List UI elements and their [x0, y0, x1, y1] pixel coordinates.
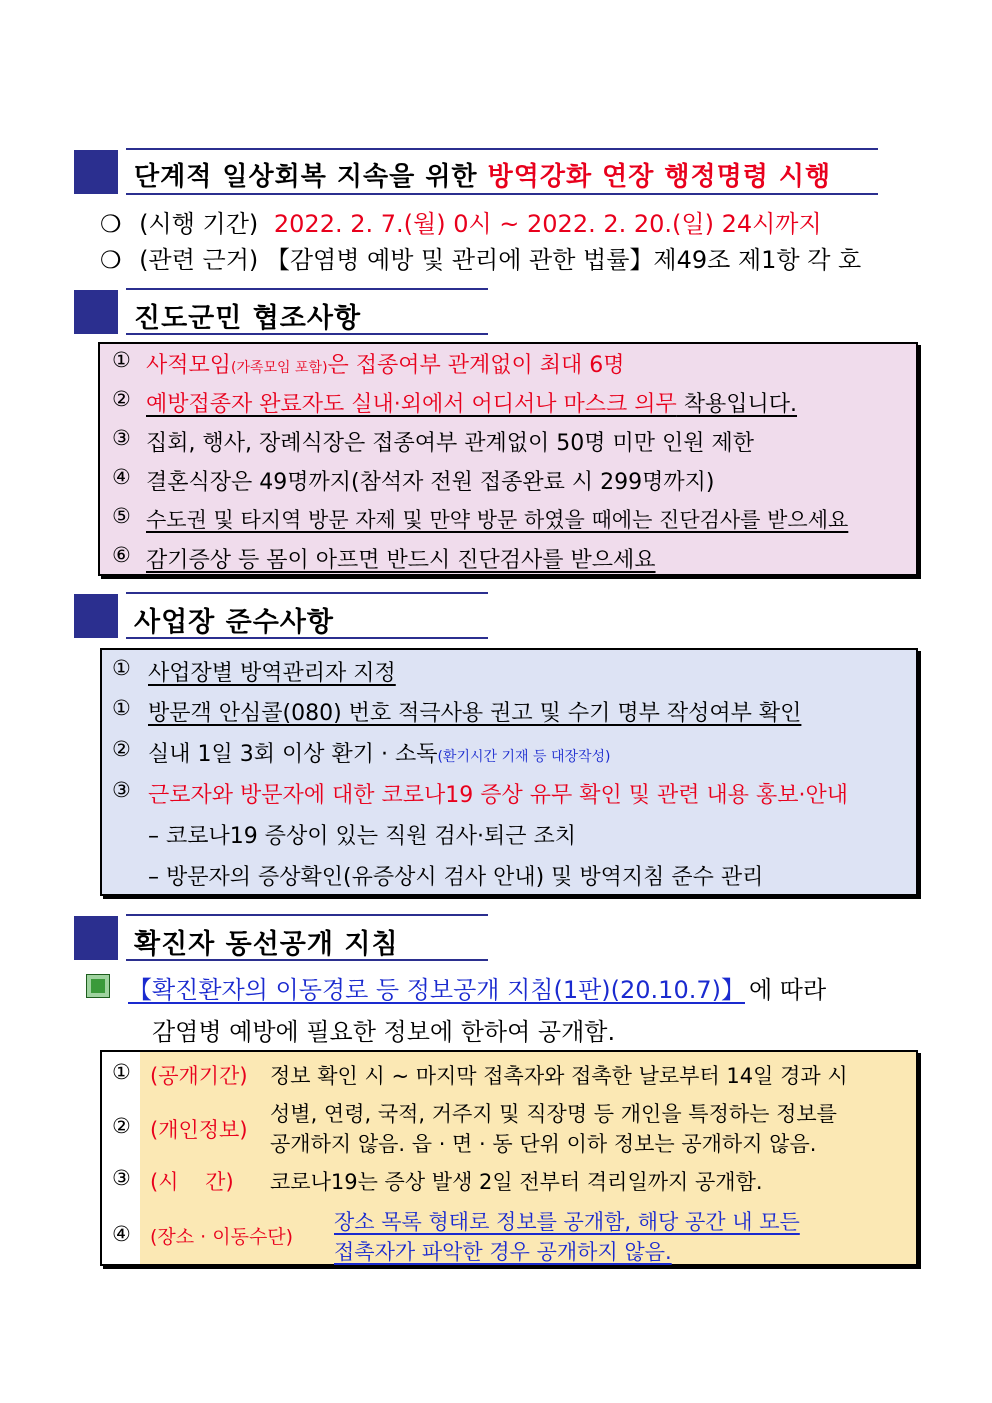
item-number: ② — [112, 387, 131, 411]
section-underline — [126, 193, 878, 195]
item-number: ③ — [112, 1166, 131, 1190]
section-underline — [126, 288, 488, 290]
item-number: ③ — [112, 426, 131, 450]
item-text-small: (환기시간 기재 등 대장작성) — [437, 749, 611, 765]
item-number: ④ — [112, 465, 131, 489]
basis-line — [100, 240, 861, 275]
item-text-part: 착용입니다. — [676, 392, 798, 417]
period-line — [100, 204, 822, 239]
section-marker-icon — [74, 594, 118, 638]
item-text: 공개하지 않음. 읍 · 면 · 동 단위 이하 정보는 공개하지 않음. — [270, 1132, 817, 1156]
section1-title-red: 방역강화 연장 행정명령 시행 — [487, 162, 832, 192]
item-text-part: 은 접종여부 관계없이 최대 6명 — [327, 353, 625, 378]
section4-title: 확진자 동선공개 지침 — [134, 929, 399, 960]
section2-title: 진도군민 협조사항 — [134, 303, 362, 334]
item-text — [146, 387, 797, 418]
section1-title-black: 단계적 일상회복 지속을 위한 — [134, 162, 488, 192]
item-text: 수도권 및 타지역 방문 자제 및 만약 방문 하였을 때에는 진단검사를 받으세요 — [146, 508, 849, 532]
period-label: (시행 기간) — [139, 210, 259, 238]
guideline-intro-line2: 감염병 예방에 필요한 정보에 한하여 공개함. — [152, 1018, 616, 1046]
section-underline — [126, 148, 878, 150]
item-text-part: 예방접종자 완료자도 실내·외에서 어디서나 마스크 의무 — [146, 392, 677, 417]
item-number: ② — [112, 737, 131, 761]
item-number: ① — [112, 1060, 131, 1084]
item-label: (개인정보) — [150, 1118, 248, 1142]
period-value: 2022. 2. 7.(월) 0시 ~ 2022. 2. 20.(일) 24시까지 — [273, 210, 822, 238]
item-text: 정보 확인 시 ~ 마지막 접촉자와 접촉한 날로부터 14일 경과 시 — [270, 1064, 848, 1088]
section-underline — [126, 914, 488, 916]
section-marker-icon — [74, 150, 118, 194]
item-number: ⑤ — [112, 504, 131, 528]
item-text-part: 사적모임 — [146, 353, 232, 378]
section1-title — [134, 156, 831, 193]
item-text: 접촉자가 파악한 경우 공개하지 않음. — [334, 1240, 672, 1264]
item-text: 방문객 안심콜(080) 번호 적극사용 권고 및 수기 명부 작성여부 확인 — [148, 701, 802, 726]
item-number: ① — [112, 348, 131, 372]
guideline-intro — [128, 970, 826, 1005]
item-text: 집회, 행사, 장례식장은 접종여부 관계없이 50명 미만 인원 제한 — [146, 431, 754, 456]
item-number: ① — [112, 656, 131, 680]
section-underline — [126, 592, 488, 594]
citizen-box — [98, 342, 918, 576]
item-number: ② — [112, 1114, 131, 1138]
guideline-tail: 에 따라 — [748, 976, 827, 1004]
item-text: 근로자와 방문자에 대한 코로나19 증상 유무 확인 및 관련 내용 홍보·안내 — [148, 783, 848, 808]
item-text: 감기증상 등 몸이 아프면 반드시 진단검사를 받으세요 — [146, 548, 656, 573]
item-text: 코로나19는 증상 발생 2일 전부터 격리일까지 공개함. — [270, 1170, 763, 1194]
section3-title: 사업장 준수사항 — [134, 607, 334, 638]
item-label: (시 간) — [150, 1170, 234, 1194]
item-number: ③ — [112, 778, 131, 802]
item-number: ④ — [112, 1222, 131, 1246]
item-label: (공개기간) — [150, 1064, 248, 1088]
business-box — [100, 648, 918, 896]
item-text: 장소 목록 형태로 정보를 공개함, 해당 공간 내 모든 — [334, 1210, 800, 1234]
item-text: 결혼식장은 49명까지(참석자 전원 접종완료 시 299명까지) — [146, 470, 715, 495]
item-text: 성별, 연령, 국적, 거주지 및 직장명 등 개인을 특정하는 정보를 — [270, 1102, 837, 1126]
item-label: (장소 · 이동수단) — [150, 1226, 294, 1248]
item-text: 사업장별 방역관리자 지정 — [148, 661, 396, 686]
basis-text: (관련 근거) 【감염병 예방 및 관리에 관한 법률】제49조 제1항 각 호 — [139, 246, 862, 274]
section-marker-icon — [74, 290, 118, 334]
green-square-bullet-icon — [86, 974, 110, 998]
disclosure-box — [100, 1050, 918, 1266]
item-number: ⑥ — [112, 543, 131, 567]
item-text: – 방문자의 증상확인(유증상시 검사 안내) 및 방역지침 준수 관리 — [148, 865, 764, 890]
section-marker-icon — [74, 916, 118, 960]
item-number: ① — [112, 696, 131, 720]
circle-bullet-icon: ❍ — [100, 246, 122, 274]
item-text-part: 실내 1일 3회 이상 환기 · 소독 — [148, 742, 438, 767]
item-text: – 코로나19 증상이 있는 직원 검사·퇴근 조치 — [148, 824, 576, 849]
circle-bullet-icon: ❍ — [100, 210, 122, 238]
guideline-link[interactable]: 【확진환자의 이동경로 등 정보공개 지침(1판)(20.10.7)】 — [128, 976, 745, 1004]
item-text — [146, 348, 625, 379]
item-text — [148, 737, 611, 768]
item-text-small: (가족모임 포함) — [231, 360, 328, 376]
